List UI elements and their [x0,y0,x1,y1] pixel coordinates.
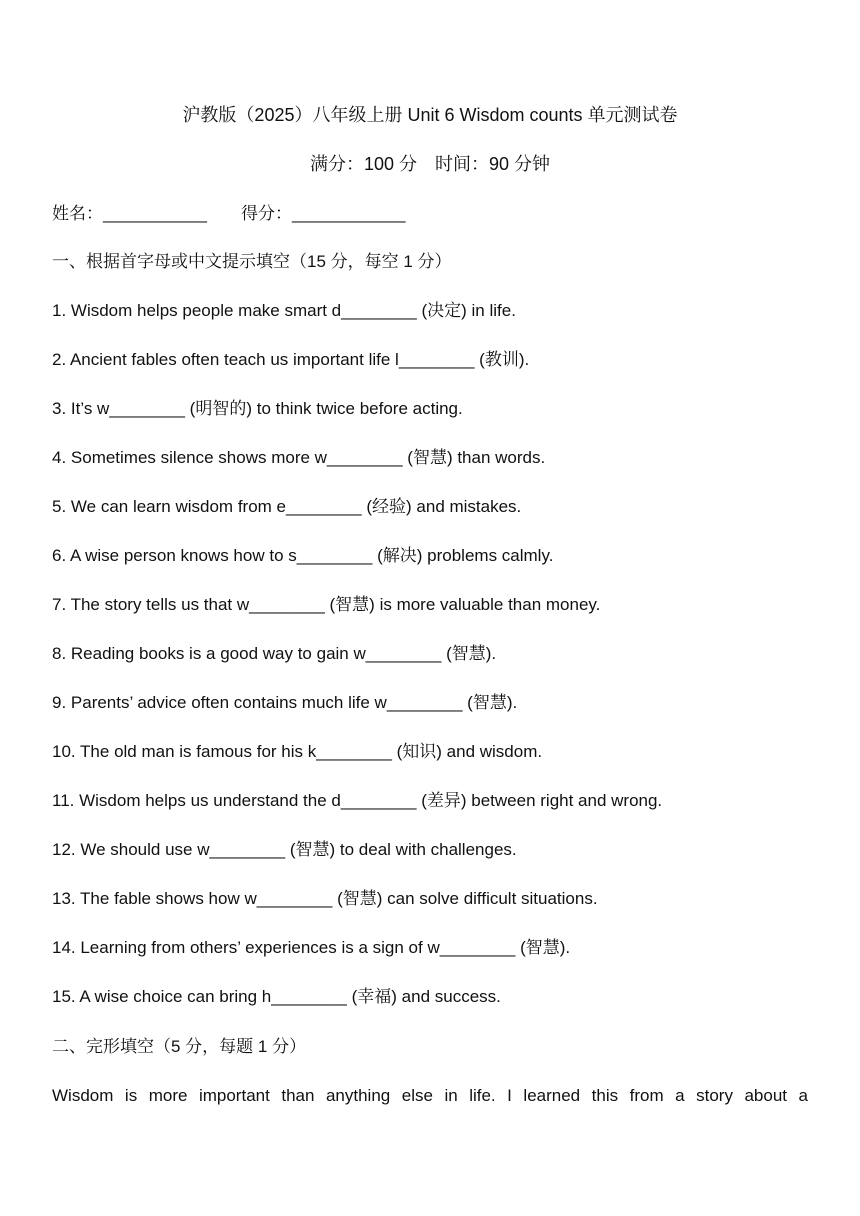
question-item: 9. Parents’ advice often contains much life w________ (智慧). [52,693,518,712]
question-item: 14. Learning from others’ experiences is a sign of w________ (智慧). [52,938,571,957]
question-item: 5. We can learn wisdom from e________ (经验) and mistakes. [52,497,522,516]
question-item: 8. Reading books is a good way to gain w________ (智慧). [52,644,497,663]
question-item: 4. Sometimes silence shows more w________ (智慧) than words. [52,448,546,467]
question-item: 13. The fable shows how w________ (智慧) can solve difficult situations. [52,889,598,908]
question-item: 11. Wisdom helps us understand the d________ (差异) between right and wrong. [52,791,663,810]
question-item: 10. The old man is famous for his k________ (知识) and wisdom. [52,742,543,761]
question-item: 6. A wise person knows how to s________ (解决) problems calmly. [52,546,554,565]
question-item: 1. Wisdom helps people make smart d________ (决定) in life. [52,301,516,320]
exam-info: 满分：100 分 时间：90 分钟 [309,154,551,174]
question-item: 15. A wise choice can bring h________ (幸福) and success. [52,987,501,1006]
question-item: 3. It’s w________ (明智的) to think twice before acting. [52,399,463,418]
question-item: 12. We should use w________ (智慧) to deal with challenges. [52,840,517,859]
question-item: 7. The story tells us that w________ (智慧) is more valuable than money. [52,595,601,614]
question-item: 2. Ancient fables often teach us important life l________ (教训). [52,350,530,369]
page-title: 沪教版（2025）八年级上册 Unit 6 Wisdom counts 单元测试卷 [182,105,678,125]
section-1-heading: 一、根据首字母或中文提示填空（15 分，每空 1 分） [52,252,452,271]
section-2-heading: 二、完形填空（5 分，每题 1 分） [52,1037,307,1056]
student-info-line: 姓名：___________ 得分：____________ [52,204,406,223]
cloze-passage-line: Wisdom is more important than anything else in life. I learned this from a story about a [52,1086,808,1105]
